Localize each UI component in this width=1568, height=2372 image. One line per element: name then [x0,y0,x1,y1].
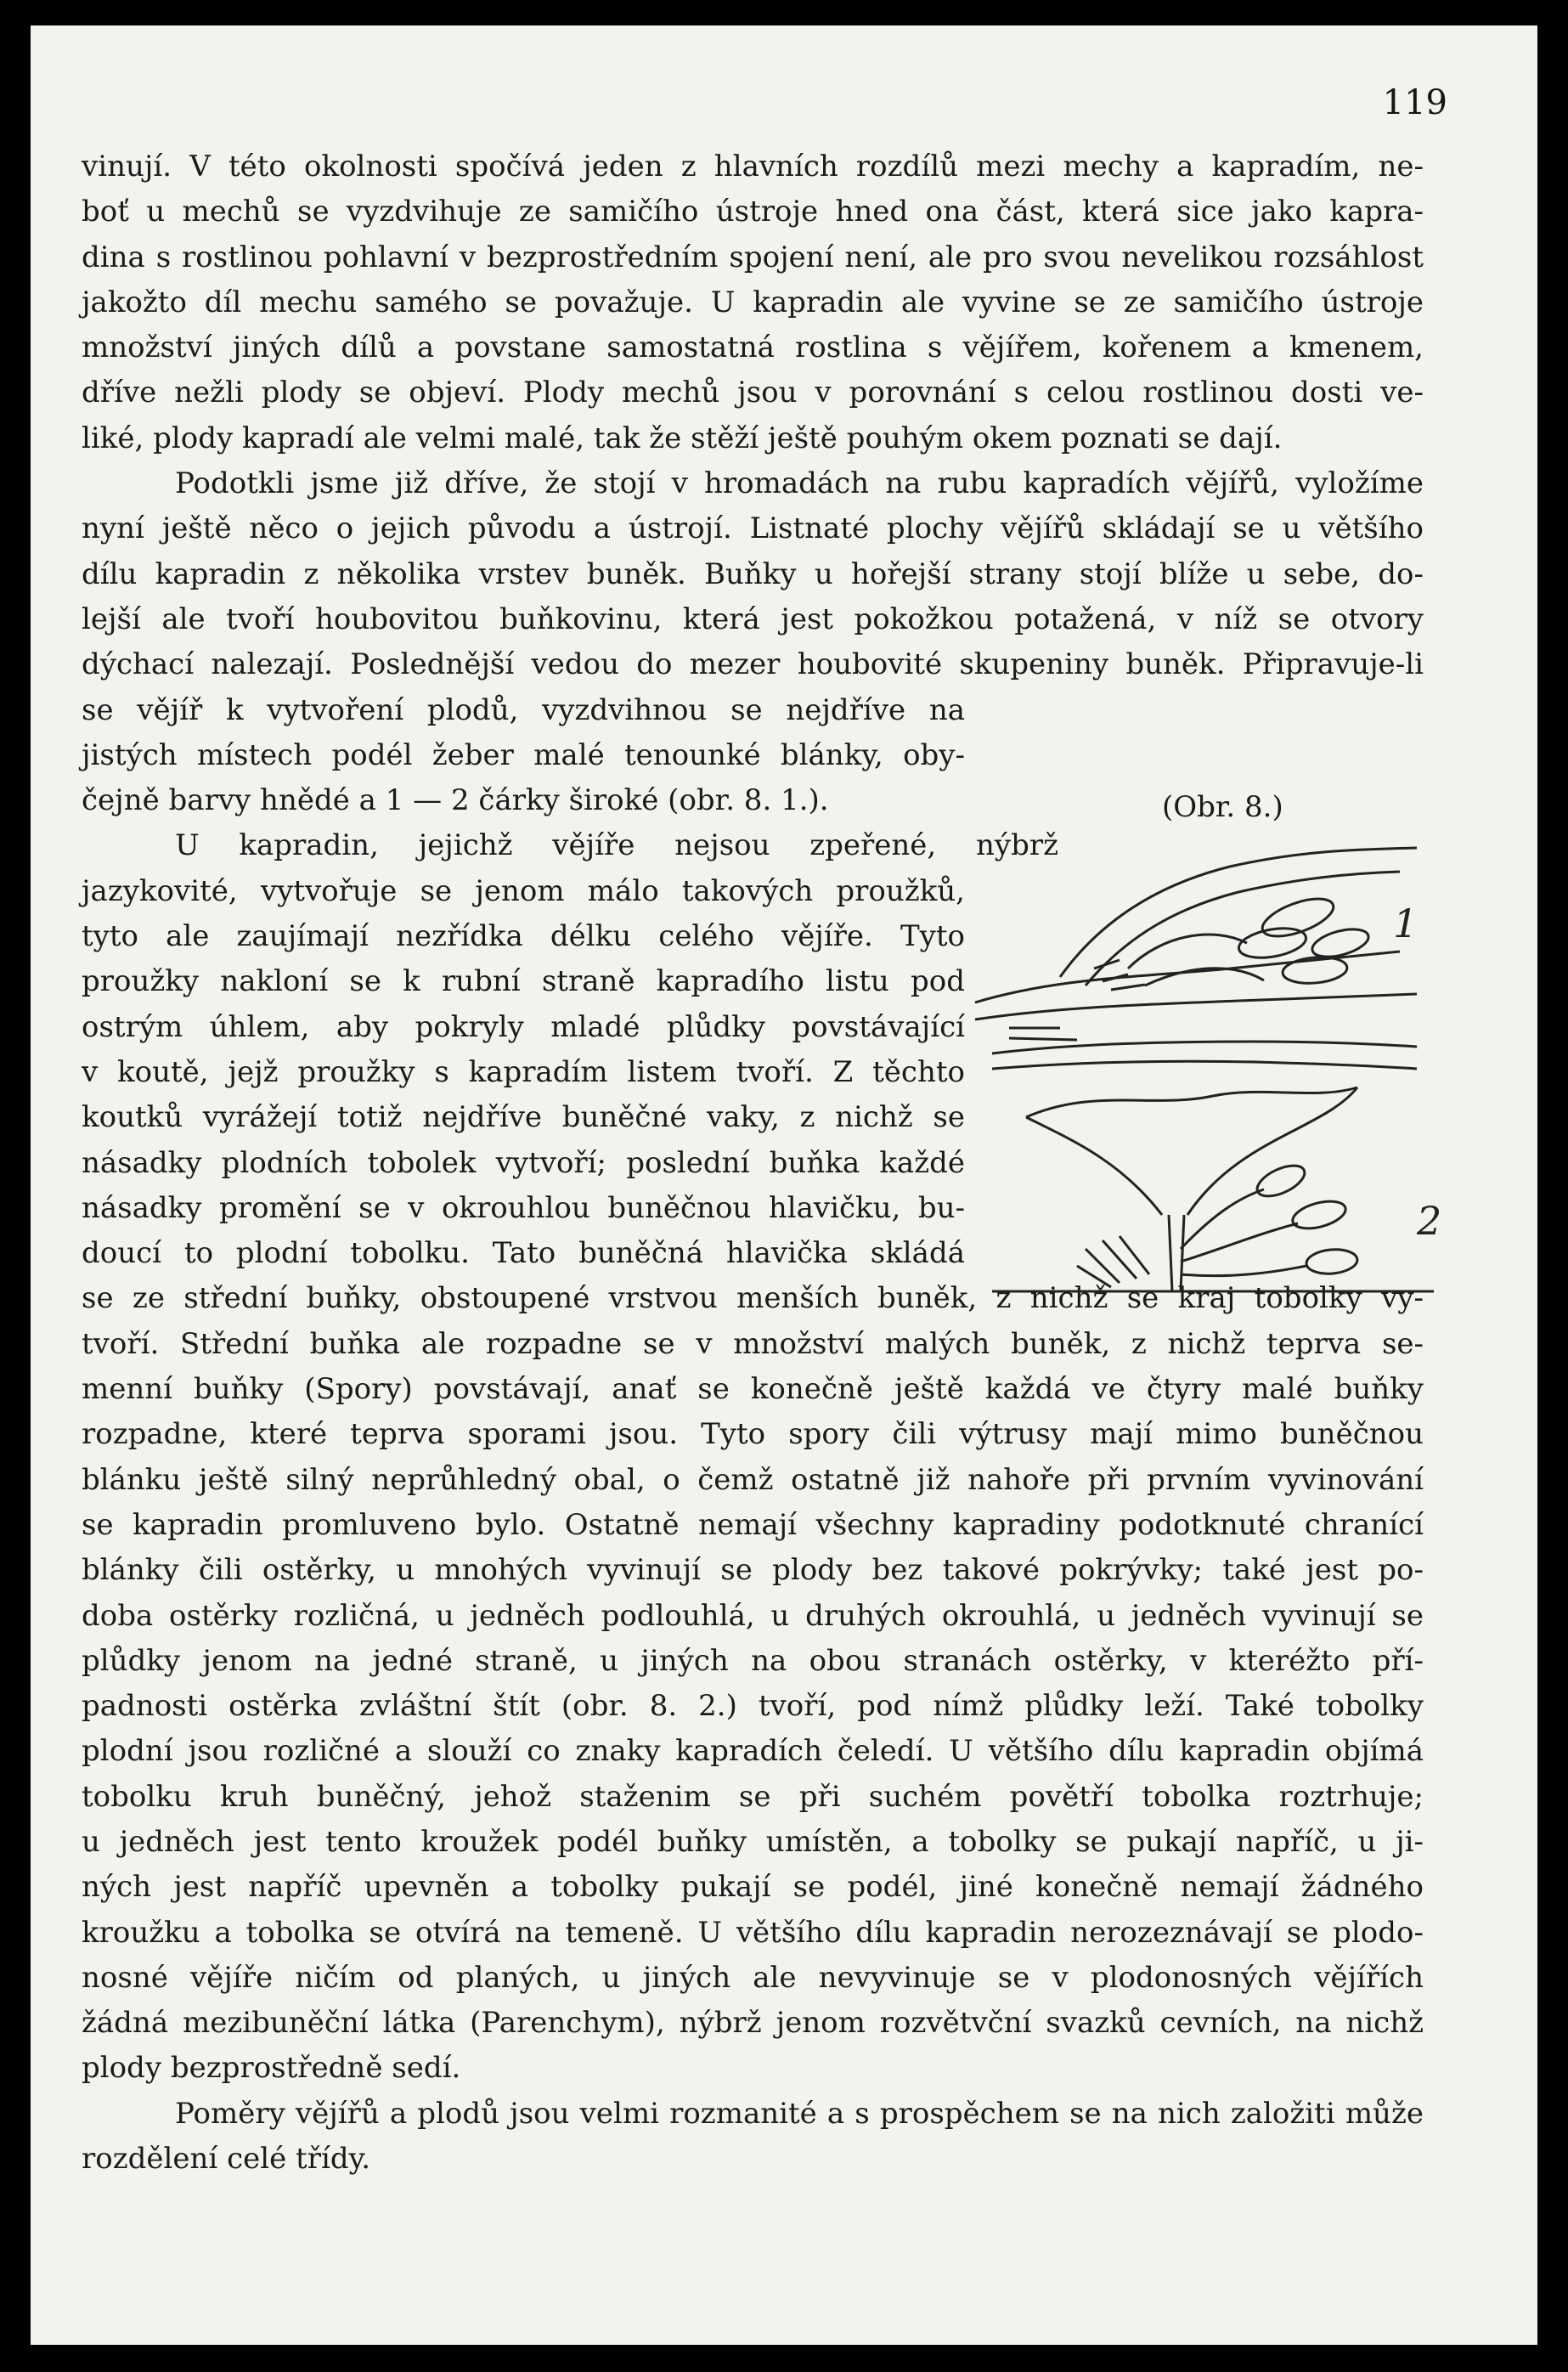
text-line: liké, plody kapradí ale velmi malé, tak že stěží ještě pouhým okem poznati se dají. [82,421,1283,455]
text-line: žádná mezibuněční látka (Parenchym), nýbrž jenom rozvětvční svazků cevních, na nichž [82,2006,1424,2041]
text-line: boť u mechů se vyzdvihuje ze samičího ústroje hned ona část, která sice jako kapra- [82,195,1424,229]
text-line: dina s rostlinou pohlavní v bezprostředním spojení není, ale pro svou nevelikou rozsáhlost [82,240,1424,274]
page-number: 119 [1382,83,1447,122]
text-line: U kapradin, jejichž vějíře nejsou zpeřené, nýbrž [175,828,1058,863]
text-line: násadky promění se v okrouhlou buněčnou hlavičku, bu- [82,1190,965,1225]
text-line: plůdky jenom na jedné straně, u jiných na obou stranách ostěrky, v kteréžto pří- [82,1643,1424,1678]
text-line: Podotkli jsme již dříve, že stojí v hromadách na rubu kapradích vějířů, vyložíme [175,466,1424,501]
text-line: rozdělení celé třídy. [82,2142,371,2177]
text-line: se kapradin promluveno bylo. Ostatně nemají všechny kapradiny podotknuté chranící [82,1507,1424,1542]
figure-label-2: 2 [1417,1198,1442,1244]
text-line: ostrým úhlem, aby pokryly mladé plůdky povstávající [82,1009,965,1044]
text-line: kroužku a tobolka se otvírá na temeně. U většího dílu kapradin nerozeznávají se plodo- [82,1915,1424,1950]
text-line: blánku ještě silný neprůhledný obal, o čemž ostatně již nahoře při prvním vyvinování [82,1462,1424,1497]
text-line: nosné vějíře ničím od planých, u jiných ale nevyvinuje se v plodonosných vějířích [82,1960,1424,1995]
fern-illustration-drawing [958,773,1468,1351]
text-line: se ze střední buňky, obstoupené vrstvou menších buněk, z nichž se kraj tobolky vy- [82,1281,1424,1316]
text-line: tvoří. Střední buňka ale rozpadne se v množství malých buněk, z nichž teprva se- [82,1326,1424,1361]
text-line: tobolku kruh buněčný, jehož staženim se při suchém povětří tobolka roztrhuje; [82,1779,1424,1814]
text-line: čejně barvy hnědé a 1 — 2 čárky široké (obr. 8. 1.). [82,783,829,818]
book-page [31,25,1537,2345]
text-line: plodní jsou rozličné a slouží co znaky kapradích čeledí. U většího dílu kapradin objímá [82,1734,1424,1769]
text-line: vinují. V této okolnosti spočívá jeden z hlavních rozdílů mezi mechy a kapradím, ne- [82,150,1424,184]
text-line: nyní ještě něco o jejich původu a ústrojí. Listnaté plochy vějířů skládají se u většího [82,511,1424,546]
text-line: dříve nežli plody se objeví. Plody mechů jsou v porovnání s celou rostlinou dosti ve- [82,376,1424,410]
text-line: proužky nakloní se k rubní straně kapradího listu pod [82,964,965,999]
figure-label-1: 1 [1393,901,1419,946]
text-line: dýchací nalezají. Poslednější vedou do mezer houbovité skupeniny buněk. Připravuje-li [82,647,1424,682]
text-line: plody bezprostředně sedí. [82,2051,461,2086]
text-line: jakožto díl mechu samého se považuje. U kapradin ale vyvine se ze samičího ústroje [82,285,1424,319]
fern-sori-illustration [958,773,1468,1351]
text-line: padnosti ostěrka zvláštní štít (obr. 8. 2.) tvoří, pod nímž plůdky leží. Také tobolky [82,1689,1424,1724]
text-line: doba ostěrky rozličná, u jedněch podlouhlá, u druhých okrouhlá, u jedněch vyvinují se [82,1598,1424,1633]
figure-caption: (Obr. 8.) [1162,790,1283,824]
text-line: u jedněch jest tento kroužek podél buňky umístěn, a tobolky se pukají napříč, u ji- [82,1824,1424,1859]
text-line: koutků vyrážejí totiž nejdříve buněčné vaky, z nichž se [82,1100,965,1135]
text-line: dílu kapradin z několika vrstev buněk. Buňky u hořejší strany stojí blíže u sebe, do- [82,556,1424,591]
text-line: Poměry vějířů a plodů jsou velmi rozmanité a s prospěchem se na nich založiti může [175,2096,1424,2131]
text-line: ných jest napříč upevněn a tobolky pukají se podél, jiné konečně nemají žádného [82,1870,1424,1905]
text-line: jazykovité, vytvořuje se jenom málo takových proužků, [82,873,965,908]
text-line: jistých místech podél žeber malé tenounké blánky, oby- [82,737,965,772]
text-line: násadky plodních tobolek vytvoří; poslední buňka každé [82,1145,965,1180]
text-line: v koutě, jejž proužky s kapradím listem tvoří. Z těchto [82,1054,965,1089]
text-line: blánky čili ostěrky, u mnohých vyvinují se plody bez takové pokrývky; také jest po- [82,1553,1424,1588]
text-line: množství jiných dílů a povstane samostatná rostlina s vějířem, kořenem a kmenem, [82,330,1424,365]
text-line: lejší ale tvoří houbovitou buňkovinu, která jest pokožkou potažená, v níž se otvory [82,601,1424,636]
text-line: rozpadne, které teprva sporami jsou. Tyto spory čili výtrusy mají mimo buněčnou [82,1417,1424,1452]
text-line: se vějíř k vytvoření plodů, vyzdvihnou se nejdříve na [82,692,965,727]
text-line: doucí to plodní tobolku. Tato buněčná hlavička skládá [82,1236,965,1271]
text-line: menní buňky (Spory) povstávají, anať se konečně ještě každá ve čtyry malé buňky [82,1372,1424,1407]
text-line: tyto ale zaujímají nezřídka délku celého vějíře. Tyto [82,919,965,954]
